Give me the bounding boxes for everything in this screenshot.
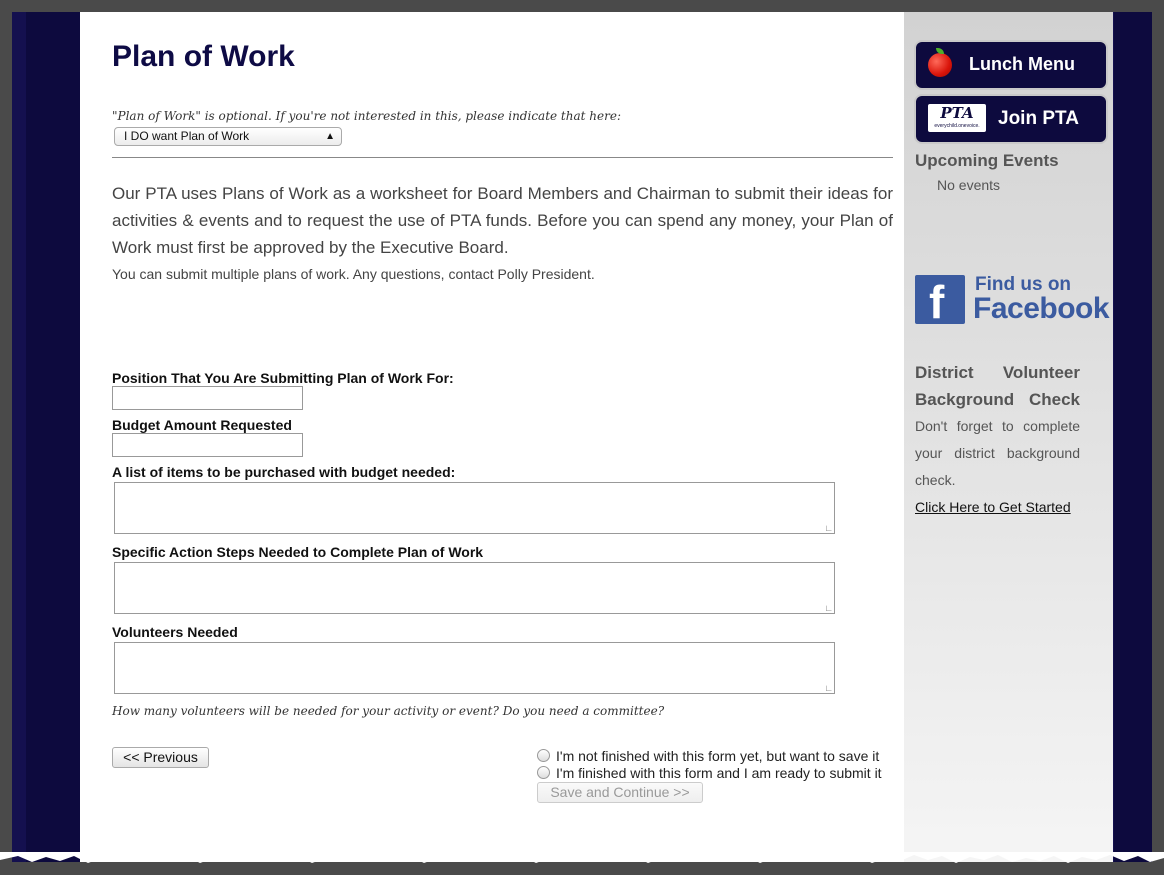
facebook-find-text[interactable]: Find us on	[975, 274, 1072, 295]
district-title-line1: District Volunteer	[915, 363, 1080, 382]
pta-logo-tagline: everychild.onevoice.	[934, 123, 980, 129]
pta-logo-word: PTA	[940, 104, 974, 122]
radio-save-option[interactable]	[537, 748, 879, 764]
budget-label: Budget Amount Requested	[112, 417, 292, 433]
radio-submit-option[interactable]	[537, 765, 882, 781]
lunch-menu-button[interactable]	[916, 42, 1106, 88]
lunch-menu-label: Lunch Menu	[969, 54, 1075, 74]
district-check-title	[915, 359, 1080, 413]
district-check-body: Don't forget to complete your district background check.	[915, 418, 1080, 488]
facebook-icon[interactable]: f	[915, 275, 965, 324]
radio-save[interactable]	[537, 749, 550, 762]
upcoming-events-title: Upcoming Events	[915, 151, 1059, 170]
upcoming-events-empty: No events	[937, 177, 1001, 193]
volunteers-label: Volunteers Needed	[112, 624, 238, 640]
volunteers-help: How many volunteers will be needed for your activity or event? Do you need a committee?	[112, 704, 665, 718]
intro-text: Our PTA uses Plans of Work as a worksheet for Board Members and Chairman to submit their ideas for activities & events and to request the use of PTA funds. Before you can spend any money, your Plan of Work must first be approved by the Executive Board.	[112, 184, 893, 257]
frame-left-band	[26, 12, 80, 862]
budget-input[interactable]	[112, 433, 303, 457]
plan-of-work-optional-select[interactable]	[114, 127, 342, 146]
select-value: I DO want Plan of Work	[124, 129, 250, 143]
frame-right-band	[1114, 12, 1152, 862]
pta-logo	[928, 104, 986, 132]
radio-submit[interactable]	[537, 766, 550, 779]
join-pta-button[interactable]	[916, 96, 1106, 142]
district-title-line2: Background Check	[915, 390, 1080, 409]
items-textarea[interactable]	[114, 482, 835, 534]
resize-grip-icon[interactable]: ∟	[824, 523, 833, 533]
resize-grip-icon[interactable]: ∟	[824, 603, 833, 613]
radio-submit-label: I'm finished with this form and I am ready to submit it	[556, 765, 882, 781]
radio-save-label: I'm not finished with this form yet, but want to save it	[556, 748, 880, 764]
torn-edge	[0, 852, 1164, 875]
optional-note: "Plan of Work" is optional. If you're not interested in this, please indicate that here:	[112, 109, 621, 123]
items-label: A list of items to be purchased with budget needed:	[112, 464, 456, 480]
page-title: Plan of Work	[112, 40, 295, 73]
steps-label: Specific Action Steps Needed to Complete Plan of Work	[112, 544, 484, 560]
position-input[interactable]	[112, 386, 303, 410]
apple-icon	[928, 53, 952, 77]
subnote-text: You can submit multiple plans of work. Any questions, contact Polly President.	[112, 266, 595, 282]
facebook-name-text[interactable]: Facebook	[973, 292, 1110, 325]
previous-button[interactable]: << Previous	[112, 747, 209, 768]
divider	[112, 157, 893, 158]
select-arrows-icon: ▲︎	[325, 131, 335, 142]
position-label: Position That You Are Submitting Plan of Work For:	[112, 370, 454, 386]
save-continue-button[interactable]: Save and Continue >>	[537, 782, 703, 803]
volunteers-textarea[interactable]	[114, 642, 835, 694]
join-pta-label: Join PTA	[998, 108, 1079, 129]
steps-textarea[interactable]	[114, 562, 835, 614]
district-check-link[interactable]: Click Here to Get Started	[915, 499, 1071, 515]
resize-grip-icon[interactable]: ∟	[824, 683, 833, 693]
